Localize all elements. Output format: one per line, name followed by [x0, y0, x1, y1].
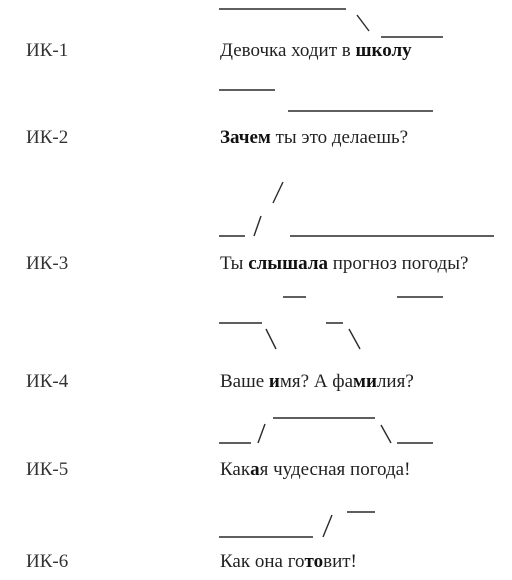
row-label-ik6: ИК-6	[26, 551, 69, 572]
sentence-part: Девочка ходит в	[220, 40, 356, 61]
contour-ik5-fall	[381, 425, 391, 443]
row-label-ik5: ИК-5	[26, 459, 69, 480]
row-label-ik4: ИК-4	[26, 371, 69, 392]
sentence-part: ты это делаешь?	[270, 127, 409, 148]
row-label-ik1: ИК-1	[26, 40, 69, 61]
stressed-syllable: а	[250, 459, 260, 480]
row-label-ik3: ИК-3	[26, 253, 69, 274]
contour-ik3-peak	[273, 182, 283, 203]
row-label-ik2: ИК-2	[26, 127, 69, 148]
example-sentence-ik1	[220, 40, 412, 62]
contour-ik3	[219, 182, 494, 236]
contour-ik3-rise	[254, 216, 261, 236]
sentence-part: Как она го	[220, 551, 305, 572]
example-sentence-ik4	[220, 371, 414, 393]
example-sentence-ik5	[220, 459, 410, 481]
stressed-syllable: то	[304, 551, 324, 572]
sentence-part: я чудесная погода!	[259, 459, 411, 480]
contour-ik4-fall-b	[349, 329, 360, 349]
stressed-word: школу	[355, 40, 412, 61]
contour-ik4	[219, 297, 443, 349]
contour-ik1	[219, 9, 443, 37]
contour-ik5-rise	[258, 424, 265, 443]
example-sentence-ik2	[220, 127, 408, 149]
stressed-syllable: ми	[353, 371, 377, 392]
sentence-part: Ты	[220, 253, 249, 274]
stressed-syllable: и	[268, 371, 280, 392]
example-sentence-ik6	[220, 551, 357, 573]
sentence-part: прогноз погоды?	[327, 253, 469, 274]
sentence-part: вит!	[323, 551, 357, 572]
sentence-part: мя? А фа	[279, 371, 354, 392]
contour-ik2	[219, 90, 433, 111]
contour-ik4-fall-a	[266, 329, 276, 349]
sentence-part: Ваше	[220, 371, 269, 392]
sentence-part: лия?	[376, 371, 414, 392]
contour-ik6-rise	[323, 515, 332, 537]
example-sentence-ik3	[220, 253, 468, 275]
contour-ik5	[219, 418, 433, 443]
contour-ik1-fall	[357, 15, 369, 31]
sentence-part: Как	[220, 459, 251, 480]
stressed-word: слышала	[248, 253, 328, 274]
contour-ik6	[219, 512, 375, 537]
stressed-word: Зачем	[220, 127, 271, 148]
